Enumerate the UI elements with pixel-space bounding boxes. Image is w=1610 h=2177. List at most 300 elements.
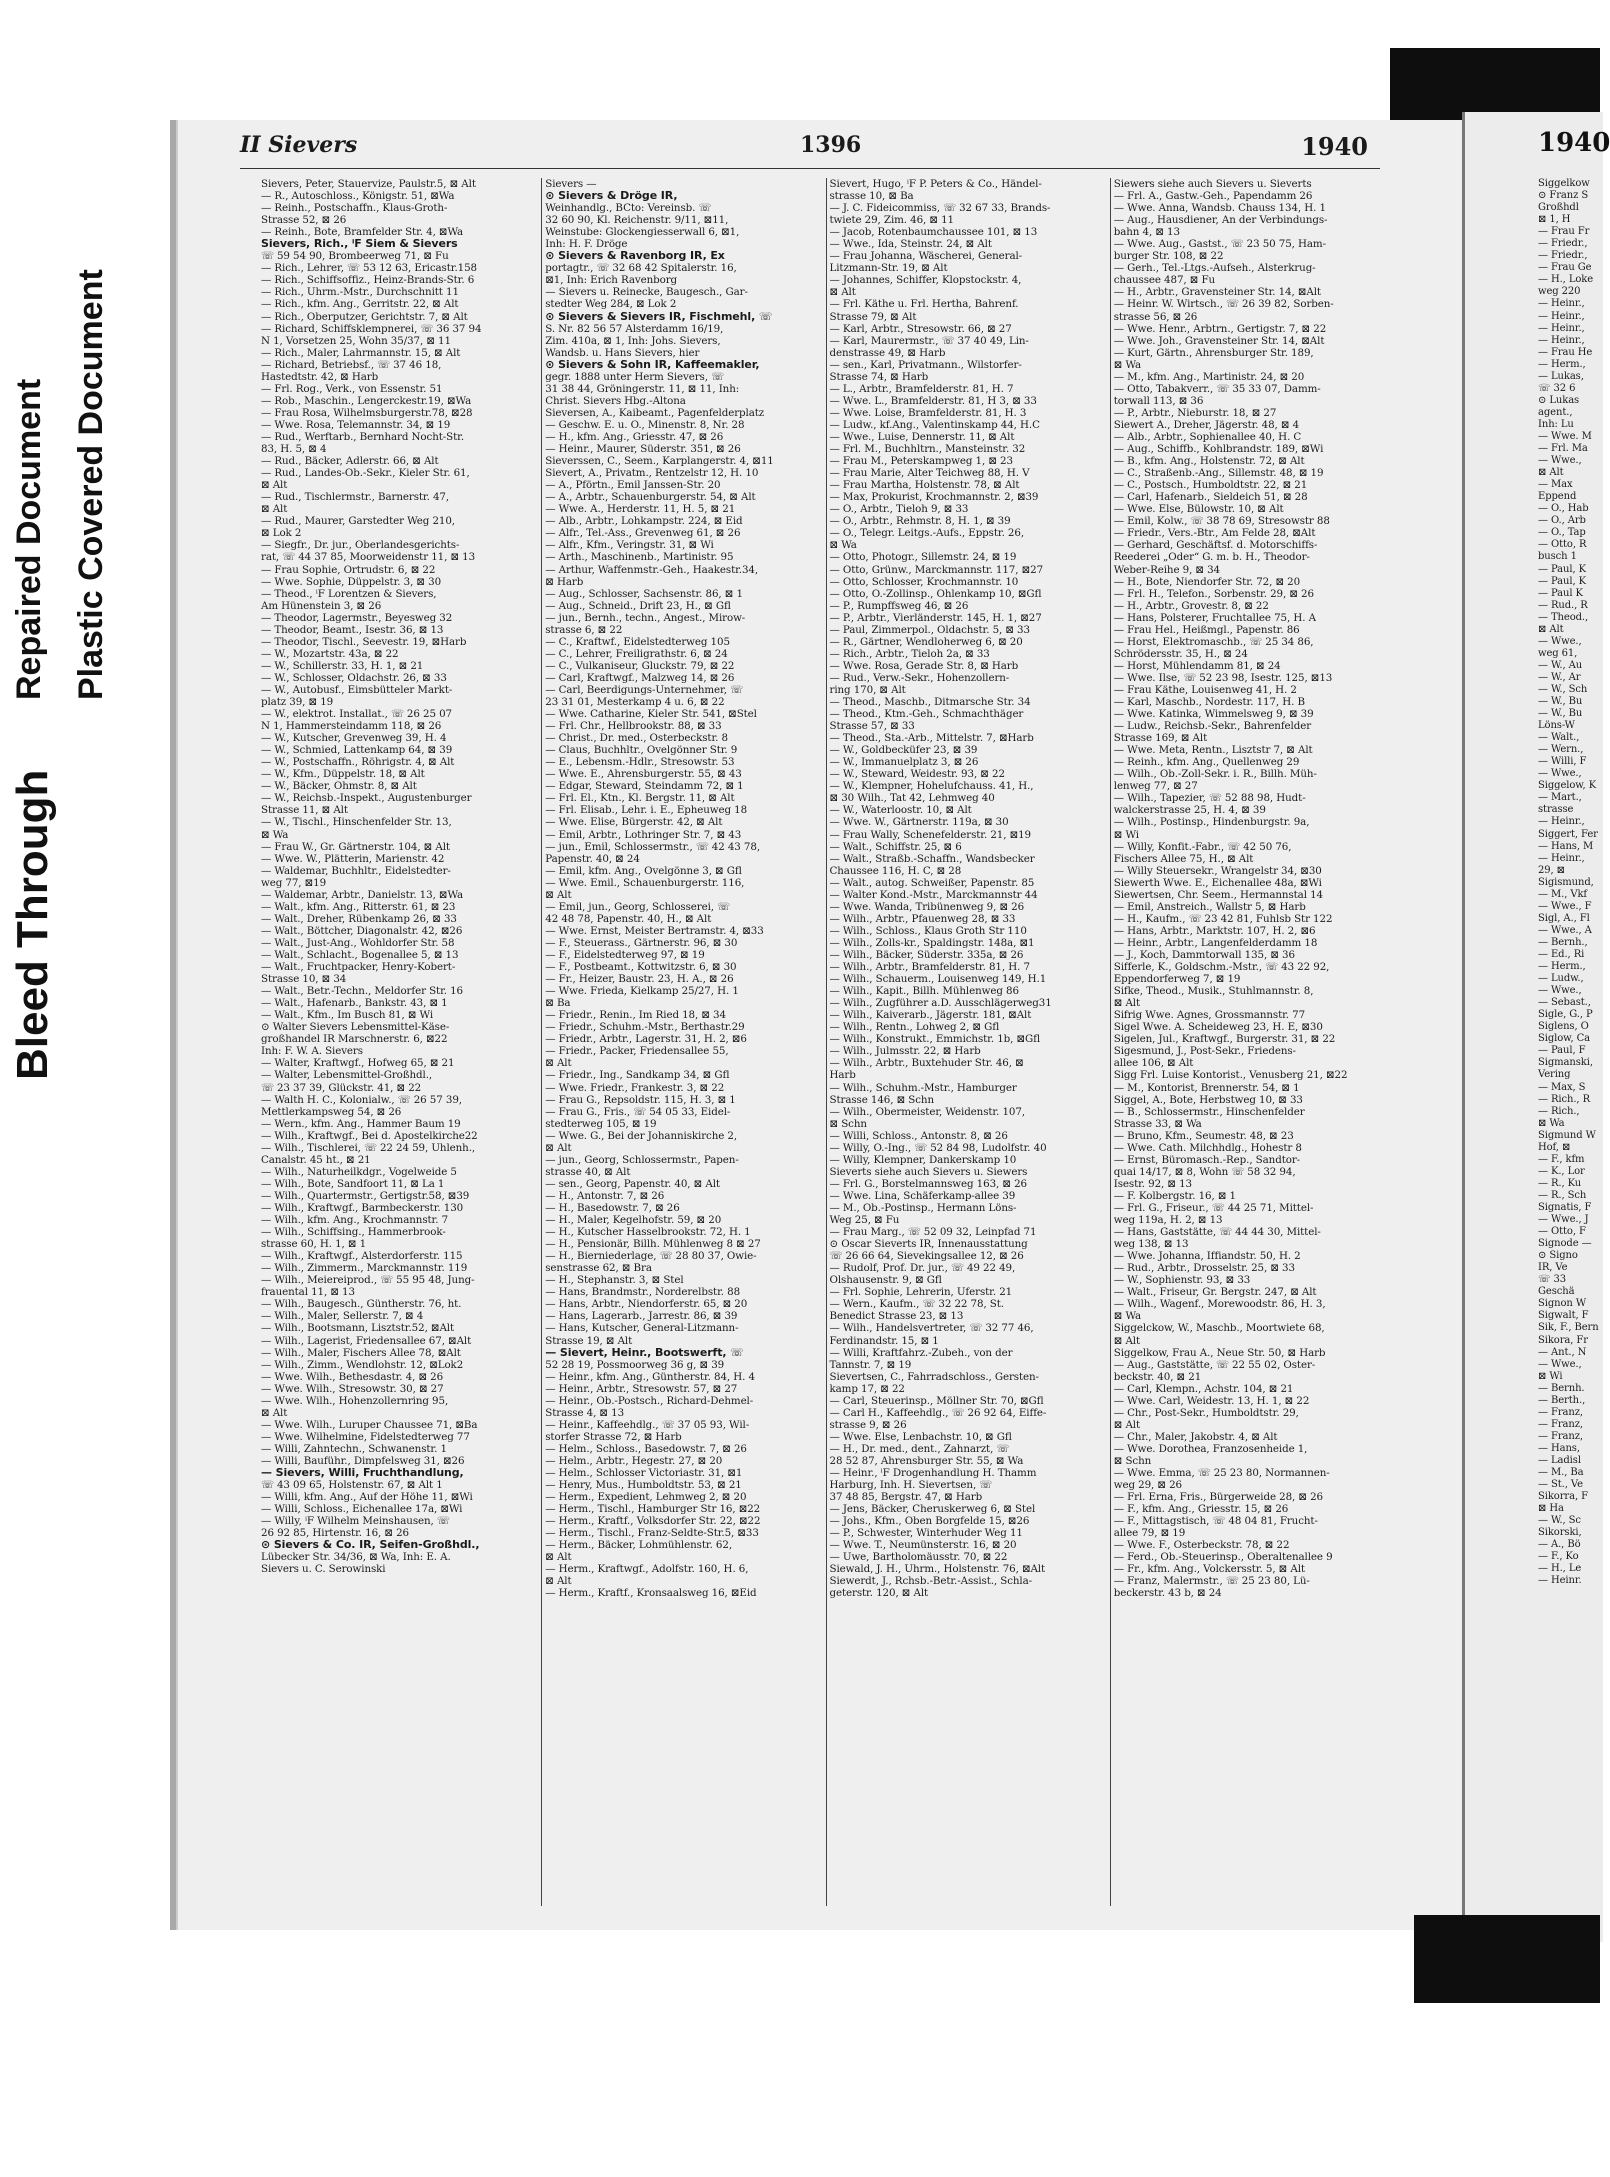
directory-entry: — Karl, Maurermstr., ☏ 37 40 49, Lin- bbox=[829, 334, 1029, 347]
directory-entry: — Karl, Maschb., Nordestr. 117, H. B bbox=[1113, 696, 1305, 709]
adjacent-entry: — Heinr., bbox=[1538, 322, 1585, 334]
adjacent-entry: Sigle, G., P bbox=[1538, 1009, 1593, 1021]
directory-entry: — Uwe, Bartholomäusstr. 70, ⊠ 22 bbox=[829, 1551, 1008, 1564]
directory-entry: — Helm., Arbtr., Hegestr. 27, ⊠ 20 bbox=[545, 1454, 723, 1467]
directory-entry: Sieversen, A., Kaibeamt., Pagenfelderplatz bbox=[545, 406, 765, 419]
directory-entry: — Wwe. Else, Lenbachstr. 10, ⊠ Gfl bbox=[829, 1430, 1012, 1443]
directory-entry: — Frl. Sophie, Lehrerin, Uferstr. 21 bbox=[829, 1286, 1013, 1299]
adjacent-entry: Signon W bbox=[1538, 1298, 1587, 1310]
adjacent-entry: ⊠ Alt bbox=[1538, 467, 1564, 479]
adjacent-entry: — Ladisl bbox=[1538, 1454, 1581, 1466]
adjacent-entry: — Mart., bbox=[1538, 792, 1582, 804]
adjacent-entry: — Wwe., F bbox=[1538, 900, 1592, 912]
directory-entry: — Willi, Schloss., Eichenallee 17a, ⊠Wi bbox=[261, 1503, 463, 1516]
directory-entry: Strasse 57, ⊠ 33 bbox=[829, 720, 915, 733]
adjacent-entry: — F., Ko bbox=[1538, 1551, 1579, 1563]
bleed-through-label: Bleed Through bbox=[8, 769, 57, 1080]
directory-entry: — Frau Johanna, Wäscherei, General- bbox=[829, 250, 1023, 263]
directory-entry: Weber-Reihe 9, ⊠ 34 bbox=[1113, 563, 1221, 576]
directory-entry: — W., Schlosser, Oldachstr. 26, ⊠ 33 bbox=[261, 671, 447, 684]
adjacent-entry: Sikorski, bbox=[1538, 1527, 1582, 1539]
directory-entry: Sievertsen, C., Fahrradschloss., Gersten- bbox=[829, 1370, 1039, 1383]
directory-entry: Sigel Wwe. A. Scheideweg 23, H. E, ⊠30 bbox=[1113, 1021, 1323, 1034]
directory-entry: — Wwe. F., Osterbeckstr. 78, ⊠ 22 bbox=[1113, 1539, 1290, 1552]
directory-entry: — Reinh., Bote, Bramfelder Str. 4, ⊠Wa bbox=[261, 226, 464, 239]
directory-entry: allee 79, ⊠ 19 bbox=[1113, 1527, 1186, 1540]
adjacent-entry: — Paul, K bbox=[1538, 563, 1586, 575]
directory-entry: — Wilh., Rentn., Lohweg 2, ⊠ Gfl bbox=[829, 1021, 1000, 1034]
directory-entry: — Reinh., Postschaffn., Klaus-Groth- bbox=[261, 202, 448, 215]
directory-entry: — Wwe. E., Ahrensburgerstr. 55, ⊠ 43 bbox=[545, 768, 742, 781]
adjacent-entry: 29, ⊠ bbox=[1538, 864, 1565, 876]
directory-entry: — Heinr., kfm. Ang., Güntherstr. 84, H. 4 bbox=[545, 1370, 755, 1383]
directory-entry: Harb bbox=[829, 1069, 856, 1082]
directory-entry: weg 138, ⊠ 13 bbox=[1113, 1238, 1189, 1251]
directory-entry: — Theodor, Lagermstr., Beyesweg 32 bbox=[261, 611, 453, 624]
directory-entry: — Wern., Kaufm., ☏ 32 22 78, St. bbox=[829, 1298, 1004, 1311]
directory-entry: — Wwe. Wilhelmine, Fidelstedterweg 77 bbox=[261, 1430, 470, 1443]
directory-entry: — Wwe. Rosa, Gerade Str. 8, ⊠ Harb bbox=[829, 659, 1019, 672]
directory-entry: 42 48 78, Papenstr. 40, H., ⊠ Alt bbox=[545, 912, 712, 925]
directory-entry: — sen., Karl, Privatmann., Wilstorfer- bbox=[829, 358, 1022, 371]
directory-entry: — Theod., Maschb., Ditmarsche Str. 34 bbox=[829, 696, 1031, 709]
directory-entry: — Rud., Landes-Ob.-Sekr., Kieler Str. 61, bbox=[261, 467, 470, 480]
directory-entry: — Wilh., Postinsp., Hindenburgstr. 9a, bbox=[1113, 816, 1310, 829]
directory-entry: — Walt., Kfm., Im Busch 81, ⊠ Wi bbox=[261, 1009, 434, 1022]
directory-entry: — B., kfm. Ang., Holstenstr. 72, ⊠ Alt bbox=[1113, 455, 1305, 468]
directory-entry: Tannstr. 7, ⊠ 19 bbox=[829, 1358, 912, 1371]
directory-entry: — Wwe. Wilh., Stresowstr. 30, ⊠ 27 bbox=[261, 1382, 444, 1395]
directory-entry: — Frau W., Gr. Gärtnerstr. 104, ⊠ Alt bbox=[261, 840, 450, 853]
directory-entry: portagtr., ☏ 32 68 42 Spitalerstr. 16, bbox=[545, 262, 737, 275]
directory-entry: — Wwe. Cath. Milchhdlg., Hohestr 8 bbox=[1113, 1141, 1302, 1154]
directory-entry: — O., Telegr. Leitgs.-Aufs., Eppstr. 26, bbox=[829, 527, 1025, 540]
directory-entry: ⊠ Schn bbox=[1113, 1454, 1152, 1467]
directory-entry: — Herm., Kraftwgf., Adolfstr. 160, H. 6, bbox=[545, 1563, 749, 1576]
directory-entry: — Wilh., Bote, Sandfoort 11, ⊠ La 1 bbox=[261, 1177, 445, 1190]
directory-entry: Litzmann-Str. 19, ⊠ Alt bbox=[829, 262, 948, 275]
directory-entry: — Emil, jun., Georg, Schlosserei, ☏ bbox=[545, 900, 730, 913]
directory-entry: — Friedr., Schuhm.-Mstr., Berthastr.29 bbox=[545, 1021, 745, 1034]
directory-entry: — Herm., Kraftf., Kronsaalsweg 16, ⊠Eid bbox=[545, 1587, 757, 1600]
directory-entry: Sievers, Peter, Stauervize, Paulstr.5, ⊠ Alt bbox=[261, 178, 476, 190]
directory-entry: Reederei „Oder“ G. m. b. H., Theodor- bbox=[1113, 551, 1310, 564]
directory-entry: — Jacob, Rotenbaumchaussee 101, ⊠ 13 bbox=[829, 226, 1038, 239]
adjacent-entry: — Walt., bbox=[1538, 732, 1580, 744]
adjacent-entry: — W., Bu bbox=[1538, 708, 1583, 720]
directory-entry: — P., Arbtr., Nieburstr. 18, ⊠ 27 bbox=[1113, 406, 1277, 419]
directory-entry: Strasse 4, ⊠ 13 bbox=[545, 1406, 625, 1419]
directory-entry: — Frau Wally, Schenefelderstr. 21, ⊠19 bbox=[829, 828, 1032, 841]
directory-entry: — Walt., autog. Schweißer, Papenstr. 85 bbox=[829, 876, 1035, 889]
directory-entry: — C., Lehrer, Freiligrathstr. 6, ⊠ 24 bbox=[545, 647, 728, 660]
directory-entry: — Wilh., Schuhm.-Mstr., Hamburger bbox=[829, 1081, 1017, 1094]
adjacent-entry: ⊠ Wi bbox=[1538, 1370, 1563, 1382]
adjacent-entry: Sigmanski, bbox=[1538, 1057, 1593, 1069]
directory-entry: — Wwe. Aug., Gastst., ☏ 23 50 75, Ham- bbox=[1113, 238, 1326, 251]
directory-entry: torwall 113, ⊠ 36 bbox=[1113, 394, 1204, 407]
directory-entry: — Wwe., Luise, Dennerstr. 11, ⊠ Alt bbox=[829, 430, 1015, 443]
adjacent-entry: — Otto, R bbox=[1538, 539, 1587, 551]
directory-entry: — Rich., Uhrm.-Mstr., Durchschnitt 11 bbox=[261, 286, 459, 299]
directory-entry: — Wilh., Schauerm., Louisenweg 149, H.1 bbox=[829, 973, 1047, 986]
directory-entry: Siewald, J. H., Uhrm., Holstenstr. 76, ⊠Alt bbox=[829, 1563, 1046, 1576]
directory-entry: — jun., Georg, Schlossermstr., Papen- bbox=[545, 1153, 739, 1166]
directory-entry: — Wwe. Emil., Schauenburgerstr. 116, bbox=[545, 876, 745, 889]
directory-entry: chaussee 487, ⊠ Fu bbox=[1113, 274, 1216, 287]
directory-entry: — Wwe. Wanda, Tribünenweg 9, ⊠ 26 bbox=[829, 900, 1025, 913]
directory-entry: — F., Steuerass., Gärtnerstr. 96, ⊠ 30 bbox=[545, 936, 738, 949]
directory-entry: Sigesmund, J., Post-Sekr., Friedens- bbox=[1113, 1045, 1296, 1058]
directory-entry: Sieverts siehe auch Sievers u. Siewers bbox=[829, 1165, 1028, 1178]
directory-entry: — Heinr., ⁱF Drogenhandlung H. Thamm bbox=[829, 1467, 1037, 1480]
adjacent-entry: weg 61, bbox=[1538, 647, 1578, 659]
directory-entry: — Helm., Schlosser Victoriastr. 31, ⊠1 bbox=[545, 1467, 743, 1480]
directory-entry: — Otto, Tabakverr., ☏ 35 33 07, Damm- bbox=[1113, 382, 1321, 395]
adjacent-entry: — Wwe., bbox=[1538, 985, 1582, 997]
adjacent-entry: — Herm., bbox=[1538, 358, 1586, 370]
adjacent-entry: — Rich., R bbox=[1538, 1093, 1591, 1105]
directory-entry: — Chr., Post-Sekr., Humboldtstr. 29, bbox=[1113, 1406, 1299, 1419]
directory-entry: N 1, Vorsetzen 25, Wohn 35/37, ⊠ 11 bbox=[261, 334, 451, 347]
directory-entry: Siewers siehe auch Sievers u. Sieverts bbox=[1113, 178, 1312, 190]
directory-entry: — J., Koch, Dammtorwall 135, ⊠ 36 bbox=[1113, 949, 1295, 961]
adjacent-entry: Sigwalt, F bbox=[1538, 1310, 1589, 1322]
directory-entry: — Waldemar, Buchhltr., Eidelstedter- bbox=[261, 864, 451, 877]
directory-entry: 28 52 87, Ahrensburger Str. 55, ⊠ Wa bbox=[829, 1454, 1024, 1467]
adjacent-entry: — Herm., bbox=[1538, 961, 1586, 973]
directory-entry: Strasse 79, ⊠ Alt bbox=[829, 310, 917, 323]
directory-entry: Strasse 19, ⊠ Alt bbox=[545, 1334, 633, 1347]
directory-entry: — Wilh., Zimm., Wendlohstr. 12, ⊠Lok2 bbox=[261, 1358, 464, 1371]
adjacent-entry: ⊠ Wa bbox=[1538, 1117, 1565, 1129]
directory-entry: — Wilh., Ob.-Zoll-Sekr. i. R., Billh. Müh- bbox=[1113, 768, 1317, 781]
directory-entry: — jun., Bernh., techn., Angest., Mirow- bbox=[545, 611, 746, 624]
directory-entry: — Wwe. Ernst, Meister Bertramstr. 4, ⊠33 bbox=[545, 924, 764, 937]
adjacent-entry: Sik, F., Bern bbox=[1538, 1322, 1599, 1334]
directory-entry: — Wilh., Tapezier, ☏ 52 88 98, Hudt- bbox=[1113, 792, 1306, 805]
directory-entry: — Walt., Friseur, Gr. Bergstr. 247, ⊠ Alt bbox=[1113, 1286, 1317, 1299]
adjacent-entry: Sikora, Fr bbox=[1538, 1334, 1588, 1346]
directory-entry: — Wilh., Bootsmann, Lisztstr.52, ⊠Alt bbox=[261, 1322, 455, 1335]
directory-entry: — Heinr., Arbtr., Langenfelderdamm 18 bbox=[1113, 936, 1318, 949]
directory-entry: ⊙ Sievers & Ravenborg IR, Ex bbox=[545, 249, 725, 263]
directory-entry: — Friedr., Ing., Sandkamp 34, ⊠ Gfl bbox=[545, 1069, 730, 1082]
directory-entry: — Friedr., Renin., Im Ried 18, ⊠ 34 bbox=[545, 1009, 726, 1022]
directory-entry: — Wilh., Baugesch., Güntherstr. 76, ht. bbox=[261, 1298, 462, 1311]
directory-entry: — Theod., ⁱF Lorentzen & Sievers, bbox=[261, 587, 437, 600]
directory-entry: Sifferle, K., Goldschm.-Mstr., ☏ 43 22 92, bbox=[1113, 961, 1330, 974]
directory-entry: — Frau Hel., Heißmgl., Papenstr. 86 bbox=[1113, 623, 1300, 636]
repaired-document-label: Repaired Document bbox=[10, 378, 48, 700]
directory-entry: — Frl. G., Friseur., ☏ 44 25 71, Mittel- bbox=[1113, 1201, 1314, 1214]
directory-entry: — Wilh., Zimmerm., Marckmannstr. 119 bbox=[261, 1262, 468, 1275]
directory-entry: — Richard, Betriebsf., ☏ 37 46 18, bbox=[261, 358, 442, 371]
directory-entry: — Wilh., Wagenf., Morewoodstr. 86, H. 3, bbox=[1113, 1298, 1326, 1311]
directory-entry: ⊠ Alt bbox=[545, 888, 572, 901]
adjacent-entry: — M., Ba bbox=[1538, 1467, 1584, 1479]
directory-entry: quai 14/17, ⊠ 8, Wohn ☏ 58 32 94, bbox=[1113, 1165, 1296, 1178]
directory-entry: — Willy, ⁱF Wilhelm Meinshausen, ☏ bbox=[261, 1515, 450, 1528]
adjacent-entry: — Heinr. bbox=[1538, 1575, 1582, 1587]
directory-entry: — Arthur, Waffenmstr.-Geh., Haakestr.34, bbox=[545, 563, 759, 576]
adjacent-page-column bbox=[1538, 178, 1600, 1898]
directory-entry: ⊙ Sievers & Co. IR, Seifen-Großhdl., bbox=[261, 1538, 480, 1552]
directory-entry: — Willi, Schloss., Antonstr. 8, ⊠ 26 bbox=[829, 1129, 1008, 1142]
directory-entry: Siewerth Wwe. E., Eichenallee 48a, ⊠Wi bbox=[1113, 876, 1322, 889]
directory-entry: Olshausenstr. 9, ⊠ Gfl bbox=[829, 1274, 942, 1287]
year-label: 1940 bbox=[1301, 132, 1368, 161]
directory-entry: — W., Reichsb.-Inspekt., Augustenburger bbox=[261, 792, 472, 805]
directory-entry: — Wwe. Elise, Bürgerstr. 42, ⊠ Alt bbox=[545, 816, 723, 829]
adjacent-entry: — W., Au bbox=[1538, 659, 1583, 671]
directory-entry: — Claus, Buchhltr., Ovelgönner Str. 9 bbox=[545, 744, 738, 757]
directory-entry: — sen., Georg, Papenstr. 40, ⊠ Alt bbox=[545, 1177, 720, 1190]
adjacent-entry: — W., Bu bbox=[1538, 696, 1583, 708]
adjacent-entry: — Wwe., bbox=[1538, 635, 1582, 647]
directory-entry: ⊙ Oscar Sieverts IR, Innenausstattung bbox=[829, 1238, 1028, 1251]
directory-entry: — Frau Rosa, Wilhelmsburgerstr.78, ⊠28 bbox=[261, 406, 473, 419]
directory-entry: — H., Arbtr., Gravensteiner Str. 14, ⊠Alt bbox=[1113, 286, 1321, 299]
directory-entry: — W., Sophienstr. 93, ⊠ 33 bbox=[1113, 1274, 1251, 1287]
directory-entry: — Jens, Bäcker, Cheruskerweg 6, ⊠ Stel bbox=[829, 1503, 1036, 1516]
directory-entry: — Walt., Schlacht., Bogenallee 5, ⊠ 13 bbox=[261, 949, 459, 961]
directory-entry: ⊠ Alt bbox=[545, 1057, 572, 1070]
directory-entry: — Willy, Konfit.-Fabr., ☏ 42 50 76, bbox=[1113, 840, 1292, 853]
directory-entry: — Willy Steuersekr., Wrangelstr 34, ⊠30 bbox=[1113, 864, 1322, 877]
directory-entry: — H., Kaufm., ☏ 23 42 81, Fuhlsb Str 122 bbox=[1113, 912, 1333, 925]
directory-entry: — H., Bierniederlage, ☏ 28 80 37, Owie- bbox=[545, 1250, 757, 1263]
directory-entry: — Paul, Zimmerpol., Oldachstr. 5, ⊠ 33 bbox=[829, 623, 1030, 636]
adjacent-entry: Siggelow, K bbox=[1538, 780, 1597, 792]
directory-entry: Weg 25, ⊠ Fu bbox=[829, 1214, 900, 1227]
directory-entry: — P., Arbtr., Vierländerstr. 145, H. 1, ⊠27 bbox=[829, 611, 1042, 624]
directory-entry: — Wwe. L., Bramfelderstr. 81, H 3, ⊠ 33 bbox=[829, 394, 1037, 407]
directory-entry: — Heinr., Ob.-Postsch., Richard-Dehmel- bbox=[545, 1394, 754, 1407]
adjacent-entry: — M., Vkf bbox=[1538, 888, 1588, 900]
directory-entry: — Rich., kfm. Ang., Gerritstr. 22, ⊠ Alt bbox=[261, 298, 459, 311]
directory-entry: — Wwe. Emma, ☏ 25 23 80, Normannen- bbox=[1113, 1467, 1330, 1480]
directory-entry: Lübecker Str. 34/36, ⊠ Wa, Inh: E. A. bbox=[261, 1551, 451, 1564]
adjacent-entry: — Willi, F bbox=[1538, 756, 1587, 768]
directory-entry: — Frl. Rog., Verk., von Essenstr. 51 bbox=[261, 382, 443, 395]
directory-entry: — Frau Sophie, Ortrudstr. 6, ⊠ 22 bbox=[261, 563, 436, 576]
directory-entry: — Hans, Kutscher, General-Litzmann- bbox=[545, 1322, 739, 1335]
directory-entry: — B., Schlossermstr., Hinschenfelder bbox=[1113, 1105, 1305, 1118]
directory-entry: — Walt., Just-Ang., Wohldorfer Str. 58 bbox=[261, 936, 455, 949]
directory-entry: — A., Pförtn., Emil Janssen-Str. 20 bbox=[545, 479, 721, 492]
directory-entry: — H., Maler, Kegelhofstr. 59, ⊠ 20 bbox=[545, 1214, 722, 1227]
directory-entry: 26 92 85, Hirtenstr. 16, ⊠ 26 bbox=[261, 1527, 409, 1540]
directory-entry: — Walth H. C., Kolonialw., ☏ 26 57 39, bbox=[261, 1093, 462, 1106]
directory-entry: — Herm., Expedient, Lehmweg 2, ⊠ 20 bbox=[545, 1491, 747, 1504]
directory-entry: Siewert A., Dreher, Jägerstr. 48, ⊠ 4 bbox=[1113, 418, 1300, 431]
directory-entry: — C., Vulkaniseur, Gluckstr. 79, ⊠ 22 bbox=[545, 659, 735, 672]
directory-entry: Weinstube: Glockengiesserwall 6, ⊠1, bbox=[545, 226, 740, 239]
directory-entry: — R., Autoschloss., Königstr. 51, ⊠Wa bbox=[261, 190, 455, 203]
directory-entry: — Willy, Klempner, Dankerskamp 10 bbox=[829, 1153, 1017, 1166]
adjacent-entry: — Wwe., bbox=[1538, 768, 1582, 780]
directory-entry: ⊠ Schn bbox=[829, 1117, 867, 1130]
directory-entry: — Rich., Arbtr., Tieloh 2a, ⊠ 33 bbox=[829, 647, 990, 660]
directory-entry: — H., Bote, Niendorfer Str. 72, ⊠ 20 bbox=[1113, 575, 1301, 588]
directory-entry: Canalstr. 45 ht., ⊠ 21 bbox=[261, 1153, 371, 1166]
directory-entry: — Sievers, Willi, Fruchthandlung, bbox=[261, 1466, 464, 1480]
directory-entry: — jun., Emil, Schlossermstr., ☏ 42 43 78, bbox=[545, 840, 761, 853]
directory-entry: — Wilh., Schiffsing., Hammerbrook- bbox=[261, 1226, 446, 1239]
adjacent-entry: — Rich., bbox=[1538, 1105, 1580, 1117]
directory-entry: — Ferd., Ob.-Steuerinsp., Oberaltenallee 9 bbox=[1113, 1551, 1333, 1564]
directory-entry: — Friedr., Arbtr., Lagerstr. 31, H. 2, ⊠6 bbox=[545, 1033, 747, 1046]
adjacent-entry: — O., Tap bbox=[1538, 527, 1586, 539]
directory-entry: — Wwe. Wilh., Luruper Chaussee 71, ⊠Ba bbox=[261, 1418, 478, 1431]
directory-entry: — Frau G., Fris., ☏ 54 05 33, Eidel- bbox=[545, 1105, 731, 1118]
directory-entry: — F., Mittagstisch, ☏ 48 04 81, Frucht- bbox=[1113, 1515, 1318, 1528]
adjacent-entry: Signatis, F bbox=[1538, 1201, 1592, 1213]
adjacent-entry: Sigismund, bbox=[1538, 876, 1594, 888]
adjacent-entry: — Bernh. bbox=[1538, 1382, 1585, 1394]
adjacent-entry: — A., Bö bbox=[1538, 1539, 1581, 1551]
directory-entry: — W., Schillerstr. 33, H. 1, ⊠ 21 bbox=[261, 659, 424, 672]
directory-entry: strasse 60, H. 1, ⊠ 1 bbox=[261, 1238, 367, 1251]
directory-entry: ⊠ Alt bbox=[261, 479, 288, 492]
directory-entry: ⊠ Harb bbox=[545, 575, 584, 588]
adjacent-entry: — Frl. Ma bbox=[1538, 443, 1588, 455]
directory-entry: — Richard, Schiffsklempnerei, ☏ 36 37 94 bbox=[261, 322, 482, 335]
directory-entry: Christ. Sievers Hbg.-Altona bbox=[545, 394, 686, 407]
adjacent-entry: — Wwe., bbox=[1538, 455, 1582, 467]
adjacent-entry: — Frau Ge bbox=[1538, 262, 1592, 274]
directory-entry: — H., Kutscher Hasselbrookstr. 72, H. 1 bbox=[545, 1226, 751, 1239]
plastic-covered-label: Plastic Covered Document bbox=[72, 269, 110, 700]
directory-entry: — J. C. Fideicommiss, ☏ 32 67 33, Brands- bbox=[829, 202, 1051, 215]
directory-entry: — Helm., Schloss., Basedowstr. 7, ⊠ 26 bbox=[545, 1442, 747, 1455]
directory-entry: ☏ 43 09 65, Holstenstr. 67, ⊠ Alt 1 bbox=[261, 1479, 443, 1492]
directory-entry: — A., Arbtr., Schauenburgerstr. 54, ⊠ Alt bbox=[545, 491, 756, 504]
directory-entry: ⊙ Sievers & Sohn IR, Kaffeemakler, bbox=[545, 357, 760, 371]
directory-entry: — Wwe. W., Plätterin, Marienstr. 42 bbox=[261, 852, 445, 865]
directory-entry: — Johs., Kfm., Oben Borgfelde 15, ⊠26 bbox=[829, 1515, 1030, 1528]
directory-entry: — Bruno, Kfm., Seumestr. 48, ⊠ 23 bbox=[1113, 1129, 1294, 1142]
adjacent-entry: Sikorra, F bbox=[1538, 1491, 1588, 1503]
adjacent-entry: weg 220 bbox=[1538, 286, 1581, 298]
directory-entry: — Wwe. Ilse, ☏ 52 23 98, Isestr. 125, ⊠13 bbox=[1113, 671, 1333, 684]
directory-entry: — Wwe. W., Gärtnerstr. 119a, ⊠ 30 bbox=[829, 816, 1009, 829]
directory-entry: — Wilh., Zugführer a.D. Ausschlägerweg31 bbox=[829, 997, 1052, 1010]
directory-entry: — Wilh., Lagerist, Friedensallee 67, ⊠Alt bbox=[261, 1334, 472, 1347]
directory-entry: Sievert, Hugo, ⁱF P. Peters & Co., Händel- bbox=[829, 178, 1042, 190]
directory-entry: — Wilh., Konstrukt., Emmichstr. 1b, ⊠Gfl bbox=[829, 1033, 1041, 1046]
adjacent-entry: ☏ 32 6 bbox=[1538, 382, 1576, 394]
page-number: 1396 bbox=[800, 132, 862, 158]
directory-entry: — Rudolf, Prof. Dr. jur., ☏ 49 22 49, bbox=[829, 1262, 1016, 1275]
directory-entry: Strasse 52, ⊠ 26 bbox=[261, 214, 347, 227]
directory-entry: Inh: F. W. A. Sievers bbox=[261, 1045, 363, 1058]
directory-entry: — Wilh., Arbtr., Buxtehuder Str. 46, ⊠ bbox=[829, 1057, 1024, 1070]
directory-entry: — Emil, kfm. Ang., Ovelgönne 3, ⊠ Gfl bbox=[545, 864, 742, 877]
directory-entry: weg 77, ⊠19 bbox=[261, 876, 327, 889]
directory-entry: — Walt., Böttcher, Diagonalstr. 42, ⊠26 bbox=[261, 924, 463, 937]
directory-entry: — Horst, Mühlendamm 81, ⊠ 24 bbox=[1113, 659, 1281, 672]
adjacent-entry: — Hans, M bbox=[1538, 840, 1594, 852]
directory-entry: Siggel, A., Bote, Herbstweg 10, ⊠ 33 bbox=[1113, 1093, 1303, 1106]
directory-entry: — Rud., Arbtr., Drosselstr. 25, ⊠ 33 bbox=[1113, 1262, 1295, 1275]
directory-entry: Mettlerkampsweg 54, ⊠ 26 bbox=[261, 1105, 402, 1118]
adjacent-entry: — Heinr., bbox=[1538, 334, 1585, 346]
adjacent-entry: — St., Ve bbox=[1538, 1479, 1583, 1491]
adjacent-entry: — Heinr., bbox=[1538, 298, 1585, 310]
adjacent-entry: — H., Loke bbox=[1538, 274, 1594, 286]
directory-entry: stedter Weg 284, ⊠ Lok 2 bbox=[545, 298, 677, 311]
directory-entry: ⊠ Alt bbox=[261, 1406, 288, 1419]
directory-entry: Papenstr. 40, ⊠ 24 bbox=[545, 852, 640, 865]
adjacent-entry: ⊠ Ha bbox=[1538, 1503, 1564, 1515]
directory-entry: — Frl. A., Gastw.-Geh., Papendamm 26 bbox=[1113, 190, 1313, 203]
directory-entry: — Wilh., Kapit., Billh. Mühlenweg 86 bbox=[829, 985, 1019, 998]
adjacent-entry: Signode — bbox=[1538, 1238, 1592, 1250]
directory-entry: frauental 11, ⊠ 13 bbox=[261, 1286, 355, 1299]
directory-entry: platz 39, ⊠ 19 bbox=[261, 696, 334, 709]
adjacent-entry: Siggert, Fer bbox=[1538, 828, 1598, 840]
directory-entry: — Wwe., Ida, Steinstr. 24, ⊠ Alt bbox=[829, 238, 992, 251]
directory-entry: — Walt., Betr.-Techn., Meldorfer Str. 16 bbox=[261, 985, 464, 998]
directory-entry: — Geschw. E. u. O., Minenstr. 8, Nr. 28 bbox=[545, 418, 745, 431]
directory-entry: — Aug., Hausdiener, An der Verbindungs- bbox=[1113, 214, 1328, 227]
adjacent-entry: — Wwe., bbox=[1538, 1358, 1582, 1370]
directory-entry: — W., Tischl., Hinschenfelder Str. 13, bbox=[261, 816, 452, 829]
directory-entry: Siewerdt, J., Rchsb.-Betr.-Assist., Schla- bbox=[829, 1575, 1033, 1588]
directory-entry: Zim. 410a, ⊠ 1, Inh: Johs. Sievers, bbox=[545, 334, 721, 347]
adjacent-entry: — Theod., bbox=[1538, 611, 1589, 623]
adjacent-entry: — Sebast., bbox=[1538, 997, 1591, 1009]
directory-entry: — Emil, Kolw., ☏ 38 78 69, Stresowstr 88 bbox=[1113, 515, 1330, 528]
directory-entry: — Ernst, Büromasch.-Rep., Sandtor- bbox=[1113, 1153, 1301, 1166]
directory-entry: ⊠ Alt bbox=[1113, 1334, 1141, 1347]
directory-entry: — Sievers u. Reinecke, Baugesch., Gar- bbox=[545, 286, 748, 299]
directory-entry: — Reinh., kfm. Ang., Quellenweg 29 bbox=[1113, 756, 1300, 769]
directory-entry: Benedict Strasse 23, ⊠ 13 bbox=[829, 1310, 964, 1323]
directory-entry: — Siegfr., Dr. jur., Oberlandesgerichts- bbox=[261, 539, 460, 552]
column-1 bbox=[258, 178, 542, 1906]
directory-entry: strasse 6, ⊠ 22 bbox=[545, 623, 623, 636]
directory-entry: — Walter, Kraftwgf., Hofweg 65, ⊠ 21 bbox=[261, 1057, 455, 1070]
adjacent-entry: Siglens, O bbox=[1538, 1021, 1589, 1033]
directory-entry: — Herm., Bäcker, Lohmühlenstr. 62, bbox=[545, 1539, 732, 1552]
directory-entry: — Wwe. Wilh., Bethesdastr. 4, ⊠ 26 bbox=[261, 1370, 444, 1383]
directory-entry: Strasse 33, ⊠ Wa bbox=[1113, 1117, 1202, 1130]
directory-entry: Sievers — bbox=[545, 178, 597, 190]
directory-entry: 52 28 19, Possmoorweg 36 g, ⊠ 39 bbox=[545, 1358, 725, 1371]
adjacent-entry: — Ant., N bbox=[1538, 1346, 1587, 1358]
directory-entry: Sifke, Theod., Musik., Stuhlmannstr. 8, bbox=[1113, 985, 1314, 998]
directory-entry: — Heinr., Arbtr., Stresowstr. 57, ⊠ 27 bbox=[545, 1382, 738, 1395]
directory-entry: — Otto, Grünw., Marckmannstr. 117, ⊠27 bbox=[829, 563, 1044, 576]
directory-entry: — Edgar, Steward, Steindamm 72, ⊠ 1 bbox=[545, 780, 744, 793]
directory-entry: — Heinr., Maurer, Süderstr. 351, ⊠ 26 bbox=[545, 443, 741, 456]
directory-entry: — Wwe. Johanna, Iffiandstr. 50, H. 2 bbox=[1113, 1250, 1301, 1263]
directory-entry: beckstr. 40, ⊠ 21 bbox=[1113, 1370, 1202, 1383]
directory-entry: — Wwe. Wilh., Hohenzollernring 95, bbox=[261, 1394, 449, 1407]
directory-entry: lenweg 77, ⊠ 27 bbox=[1113, 780, 1198, 793]
adjacent-entry: — Max, S bbox=[1538, 1081, 1586, 1093]
directory-entry: — Alfr., Tel.-Ass., Grevenweg 61, ⊠ 26 bbox=[545, 527, 741, 540]
directory-entry: — Gerhard, Geschäftsf. d. Motorschiffs- bbox=[1113, 539, 1318, 552]
directory-entry: — Walter, Lebensmittel-Großhdl., bbox=[261, 1069, 433, 1082]
directory-entry: — Otto, Schlosser, Krochmannstr. 10 bbox=[829, 575, 1019, 588]
directory-entry: — Kurt, Gärtn., Ahrensburger Str. 189, bbox=[1113, 346, 1314, 359]
directory-entry: — Wilh., Maler, Fischers Allee 78, ⊠Alt bbox=[261, 1346, 461, 1359]
directory-entry: — Wwe. Rosa, Telemannstr. 34, ⊠ 19 bbox=[261, 418, 451, 431]
